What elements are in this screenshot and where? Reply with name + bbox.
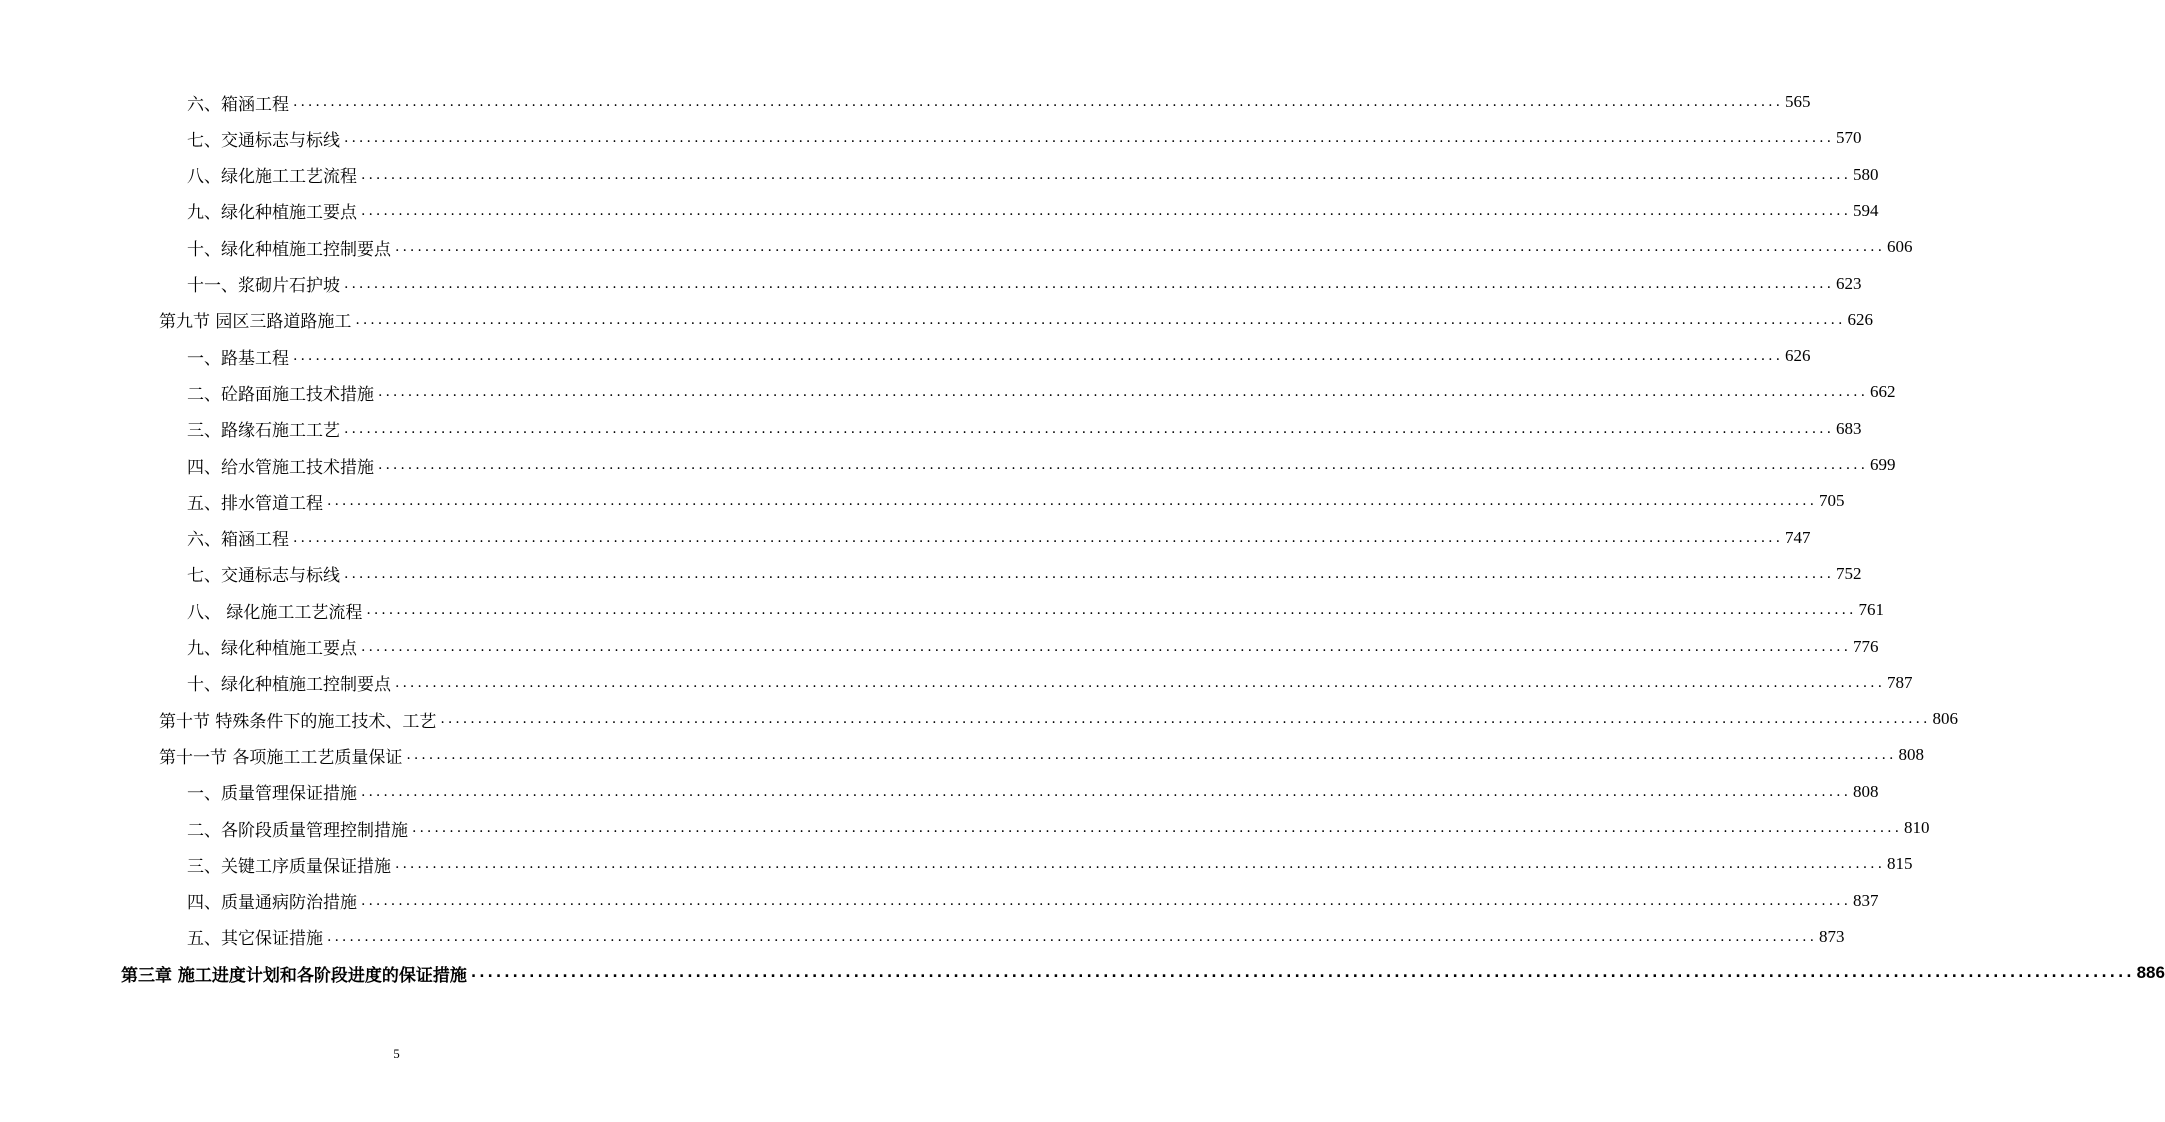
- toc-entry-title: 七、交通标志与标线: [187, 566, 340, 587]
- toc-entry-title: 五、排水管道工程: [187, 493, 323, 514]
- toc-entry[interactable]: [187, 453, 1896, 478]
- toc-entry-title: 第十一节 各项施工工艺质量保证: [159, 747, 403, 768]
- toc-entry-title: 第三章 施工进度计划和各阶段进度的保证措施: [121, 965, 467, 986]
- toc-entry-page: 594: [1853, 200, 1879, 220]
- toc-entry[interactable]: [187, 199, 1879, 224]
- dot-leader: ........................................................................................................................................................................................................: [344, 420, 1835, 437]
- toc-entry-title: 三、路缘石施工工艺: [187, 421, 340, 442]
- dot-leader: ........................................................................................................................................................................................................: [344, 275, 1835, 292]
- toc-entry[interactable]: [159, 308, 1873, 333]
- toc-entry-title: 一、路基工程: [187, 348, 289, 369]
- dot-leader: ........................................................................................................................................................................................................: [361, 166, 1852, 183]
- toc-entry-title: 二、砼路面施工技术措施: [187, 384, 374, 405]
- toc-entry-title: 九、绿化种植施工要点: [187, 639, 357, 659]
- dot-leader: ........................................................................................................................................................................................................: [395, 239, 1886, 256]
- dot-leader: ........................................................................................................................................................................................................: [327, 928, 1818, 945]
- toc-entry-page: 776: [1853, 636, 1879, 656]
- page-number: 5: [393, 1046, 400, 1061]
- toc-entry[interactable]: [187, 417, 1862, 442]
- toc-entry-page: 810: [1904, 818, 1930, 837]
- dot-leader: ........................................................................................................................................................................................................: [344, 565, 1835, 582]
- toc-entry-page: 873: [1819, 926, 1845, 946]
- toc-entry-page: 787: [1887, 672, 1913, 692]
- dot-leader: ........................................................................................................................................................................................................: [406, 747, 1897, 764]
- toc-entry-page: 570: [1836, 128, 1862, 148]
- toc-entry-title: 十、绿化种植施工控制要点: [187, 675, 391, 696]
- toc-entry-title: 十、绿化种植施工控制要点: [187, 239, 391, 260]
- toc-entry[interactable]: [187, 489, 1845, 514]
- toc-entry[interactable]: [187, 126, 1862, 151]
- toc-entry-title: 第九节 园区三路道路施工: [159, 312, 352, 333]
- toc-entry-title: 六、箱涵工程: [187, 94, 289, 115]
- toc-entry-title: 一、质量管理保证措施: [187, 784, 357, 805]
- toc-entry-page: 623: [1836, 273, 1862, 293]
- dot-leader: ........................................................................................................................................................................................................: [366, 602, 1857, 619]
- dot-leader: ........................................................................................................................................................................................................: [378, 384, 1869, 401]
- toc-entry-page: 580: [1853, 164, 1879, 184]
- toc-entry-page: 626: [1785, 346, 1811, 366]
- toc-entry[interactable]: [187, 816, 1930, 841]
- toc-entry-page: 626: [1847, 309, 1873, 329]
- toc-entry[interactable]: [187, 889, 1879, 914]
- toc-entry-page: 761: [1858, 600, 1884, 620]
- dot-leader: ........................................................................................................................................................................................................: [361, 638, 1852, 655]
- dot-leader: ........................................................................................................................................................................................................: [395, 674, 1886, 691]
- dot-leader: ........................................................................................................................................................................................................: [412, 820, 1903, 836]
- dot-leader: ........................................................................................................................................................................................................: [293, 348, 1784, 365]
- toc-entry[interactable]: [187, 780, 1879, 805]
- toc-entry-page: 806: [1932, 709, 1958, 729]
- toc-entry-page: 808: [1898, 745, 1924, 765]
- toc-entry-title: 五、其它保证措施: [187, 929, 323, 950]
- toc-entry[interactable]: [187, 526, 1811, 551]
- toc-entry-page: 808: [1853, 781, 1879, 801]
- toc-entry-title: 六、箱涵工程: [187, 530, 289, 551]
- toc-entry-page: 683: [1836, 418, 1862, 438]
- toc-entry[interactable]: [187, 344, 1811, 369]
- toc-entry-title: 四、质量通病防治措施: [187, 893, 357, 914]
- toc-entry[interactable]: [187, 562, 1862, 587]
- dot-leader: ........................................................................................................................................................................................................: [344, 130, 1835, 147]
- dot-leader: ........................................................................................................................................................................................................: [293, 94, 1784, 110]
- toc-entry[interactable]: [187, 925, 1845, 950]
- dot-leader: ........................................................................................................................................................................................................: [440, 711, 1931, 728]
- dot-leader: ........................................................................................................................................................................................................: [361, 783, 1852, 800]
- toc-entry-page: 606: [1887, 237, 1913, 257]
- toc-entry[interactable]: [187, 380, 1896, 405]
- toc-entry[interactable]: [187, 163, 1879, 188]
- dot-leader: ........................................................................................................................................................................................................: [355, 311, 1846, 328]
- toc-entry-title: 三、关键工序质量保证措施: [187, 856, 391, 877]
- dot-leader: ........................................................................................................................................................................................................: [293, 529, 1784, 546]
- toc-entry-page: 815: [1887, 854, 1913, 874]
- toc-entry[interactable]: [187, 852, 1913, 877]
- toc-entry[interactable]: [187, 671, 1913, 696]
- toc-entry[interactable]: [187, 598, 1884, 623]
- toc-entry[interactable]: [121, 961, 2165, 986]
- toc-entry-title: 二、各阶段质量管理控制措施: [187, 820, 408, 841]
- toc-entry-title: 八、绿化施工工艺流程: [187, 167, 357, 188]
- dot-leader: ........................................................................................................................................................................................................: [378, 457, 1869, 473]
- toc-entry-page: 747: [1785, 527, 1811, 547]
- toc-entry[interactable]: [187, 90, 1811, 115]
- toc-entry[interactable]: [187, 235, 1913, 260]
- toc-entry[interactable]: [187, 272, 1862, 296]
- toc-entry-title: 八、 绿化施工工艺流程: [187, 602, 363, 623]
- toc-entry[interactable]: [187, 635, 1879, 659]
- dot-leader: ........................................................................................................................................................................................................: [361, 202, 1852, 219]
- toc-entry-title: 七、交通标志与标线: [187, 130, 340, 151]
- toc-entry-title: 第十节 特殊条件下的施工技术、工艺: [159, 711, 437, 732]
- dot-leader: ........................................................................................................................................................................................................: [327, 493, 1818, 510]
- toc-entry-title: 十一、浆砌片石护坡: [187, 276, 340, 296]
- toc-entry-page: 886: [2136, 963, 2165, 983]
- toc-entry-title: 九、绿化种植施工要点: [187, 203, 357, 224]
- dot-leader: ........................................................................................................................................................................................................: [470, 965, 2135, 982]
- dot-leader: ........................................................................................................................................................................................................: [361, 892, 1852, 909]
- toc-entry-page: 699: [1870, 455, 1896, 474]
- toc-entry-page: 705: [1819, 491, 1845, 511]
- toc-entry-page: 752: [1836, 563, 1862, 583]
- toc-entry[interactable]: [159, 743, 1924, 768]
- toc-entry-page: 662: [1870, 382, 1896, 402]
- toc-entry-title: 四、给水管施工技术措施: [187, 457, 374, 478]
- toc-entry-page: 837: [1853, 890, 1879, 910]
- toc-entry[interactable]: [159, 707, 1958, 732]
- dot-leader: ........................................................................................................................................................................................................: [395, 856, 1886, 873]
- toc-entry-page: 565: [1785, 92, 1811, 111]
